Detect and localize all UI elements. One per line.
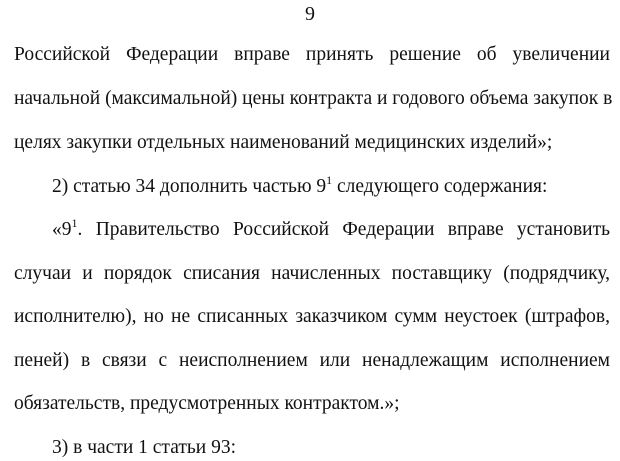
superscript-1: 1 (71, 215, 78, 230)
quote-line-4: пеней) в связи с неисполнением или ненадлежащим исполнением (14, 350, 610, 371)
paragraph-line-1: Российской Федерации вправе принять решение об увеличении (14, 44, 610, 65)
quote-text: . Правительство Российской Федерации вправе установить (77, 219, 610, 240)
paragraph-line-3: целях закупки отдельных наименований медицинских изделий»; (14, 132, 553, 153)
quote-line-5: обязательств, предусмотренных контрактом.»; (14, 393, 400, 414)
quote-line-3: исполнителю), но не списанных заказчиком сумм неустоек (штрафов, (14, 306, 610, 327)
item-2-text: 2) статью 34 дополнить частью 9 (52, 176, 327, 197)
item-2-text-end: следующего содержания: (332, 176, 548, 197)
quote-line-1 (52, 215, 610, 242)
item-3-line: 3) в части 1 статьи 93: (52, 437, 236, 458)
paragraph-line-2: начальной (максимальной) цены контракта и годового объема закупок в (14, 88, 613, 109)
quote-line-2: случаи и порядок списания начисленных поставщику (подрядчику, (14, 263, 610, 284)
page-number: 9 (305, 3, 315, 25)
item-2-line (52, 172, 610, 199)
quote-start: «9 (52, 219, 72, 240)
superscript-1: 1 (326, 172, 333, 187)
